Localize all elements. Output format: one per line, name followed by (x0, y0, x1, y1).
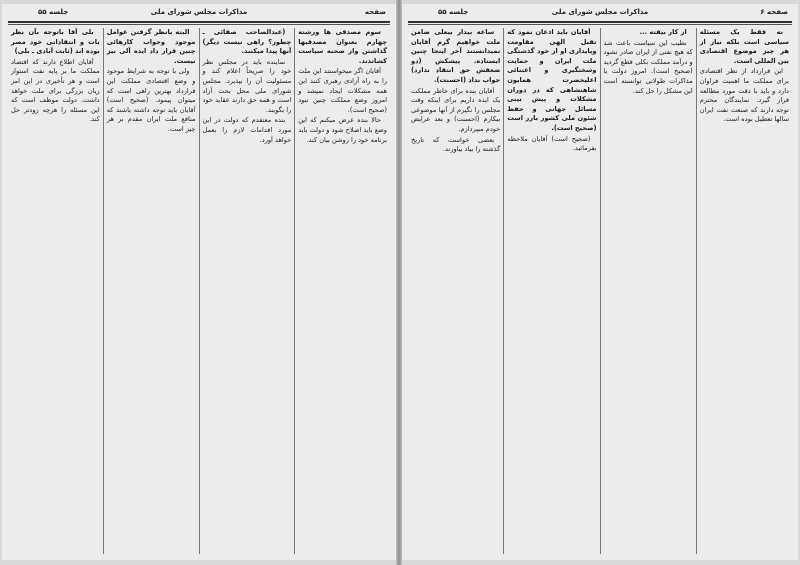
paragraph: آقایان اطلاع دارند که اقتصاد مملکت ما بر پایه نفت استوار است و هر تأخیری در این امر زیان بزرگی برای ملت خواهد داشت. دولت موظف است که این مسئله را هرچه زودتر حل کند. (11, 57, 100, 124)
session-label: جلسه ۵۵ (38, 8, 69, 16)
text-columns (8, 28, 390, 554)
text-columns (408, 28, 792, 554)
header-rule (408, 21, 792, 23)
header-rule-thin (408, 24, 792, 25)
paragraph: حالا بنده عرض میکنم که این وضع باید اصلاح شود و دولت باید برنامه خود را روشن بیان کند. (298, 116, 387, 144)
paragraph: ولی با توجه به شرایط موجود و وضع اقتصادی مملکت این قرارداد بهترین راهی است که میتوان پیمود. (صحیح است) آقایان باید توجه داشته باشند که منافع ملت ایران مقدم بر هر چیز است. (106, 67, 196, 133)
paragraph: ساعه بیدار بیعلی ضامن ملت خواهیم گرم آقایان نمیدانستند آخر اینجا چنین ایستاده. پیشکش (دو ضعفش حق انتقاد ندارد) جواب نداد (احسنت). (411, 28, 501, 84)
paragraph: بلی آقا باتوجه بآن نظر یات و انتقاداتی خود مصر بوده اند (ثابت آبادی ـ بلی) (11, 28, 100, 56)
header-rule (8, 21, 390, 23)
running-title: مذاکرات مجلس شورای ملی (150, 8, 248, 16)
session-label: جلسه ۵۵ (438, 8, 469, 16)
paragraph: این قرارداد از نظر اقتصادی برای مملکت ما اهمیت فراوان دارد و باید با دقت مورد مطالعه قرار گیرد. نمایندگان محترم توجه دارند که صنعت نفت ایران سالها تعطیل بوده است. (699, 67, 789, 124)
article-column (199, 28, 295, 554)
paragraph: (صحیح است) آقایان ملاحظه بفرمائید. (507, 134, 597, 153)
paragraph: آقایان اگر میخواستند این ملت را به راه آزادی رهبری کنند این همه مشکلات ایجاد نمیشد و امروز وضع مملکت چنین نبود (صحیح است). (298, 67, 387, 114)
paragraph: نطیب این سیاست باعث شد که هیچ نفتی از ایران صادر نشود و درآمد مملکت بکلی قطع گردید (صحیح است). امروز دولت با مذاکرات طولانی توانسته است این مشکل را حل کند. (603, 38, 693, 95)
article-column (294, 28, 390, 554)
paragraph: البته بانظر گرفتن عوامل موجود وجواب کارهائی چنین قرار داد ایده آلی نیز نیست. (106, 28, 196, 65)
paragraph: آقایان باید اذعان نمود که تقبل الهی مقاومت وپایداری او از خود گذشتگی ملت ایران و حمایت وسختگیری و اعتنائی اعلیحضرت همایون شاهنشاهی که در دوران مشکلات و پیش بینی مسائل جهانی و حفظ شئون ملی کشور بارز است (صحیح است). (507, 28, 597, 132)
left-page (2, 4, 396, 560)
page-header (8, 8, 390, 20)
paragraph: آقایان بنده برای خاطر مملکت یک ایده داریم برای اینکه وقت مجلس را نگیرم از آنها موضوعی بیکارم (احسنت) و بعد عرایض خودم میپردازم. (411, 86, 501, 133)
page-header (408, 8, 792, 20)
article-column (103, 28, 199, 554)
header-rule-thin (8, 24, 390, 25)
running-title: مذاکرات مجلس شورای ملی (551, 8, 649, 16)
paragraph: (عبدالصاحب صفائی ـ چطور؟ راهی نیست دیگر) آنها پیدا میکنند. (202, 28, 292, 56)
page-label: صفحه (364, 8, 386, 16)
paragraph: از کار بیفته ... (639, 28, 687, 36)
paragraph: سوم مصدقی ها ورشته چهارم بعنوان مصدقیها گذاشتن واز صحنه سیاست کشاندند. (298, 28, 387, 65)
article-column (696, 28, 792, 554)
article-column (8, 28, 103, 554)
article-column (600, 28, 696, 554)
page-label: صفحه ۶ (760, 8, 788, 16)
right-page (402, 4, 798, 560)
article-column (503, 28, 599, 554)
paragraph: نه فقط یک مسئله سیاسی است بلکه نیاز از هر چیز موضوع اقتصادی بین المللی است. (699, 28, 789, 65)
paragraph: بنده معتقدم که دولت در این مورد اقدامات لازم را بعمل خواهد آورد. (202, 116, 292, 144)
paragraph: نماینده باید در مجلس نظر خود را صریحاً اعلام کند و مسئولیت آن را بپذیرد. مجلس شورای ملی محل بحث آزاد است و همه حق دارند عقاید خود را بگویند. (202, 57, 292, 114)
article-column (408, 28, 503, 554)
paragraph: بعضی خواست که تاریخ گذشته را بیاد بیاورند. (411, 135, 501, 154)
